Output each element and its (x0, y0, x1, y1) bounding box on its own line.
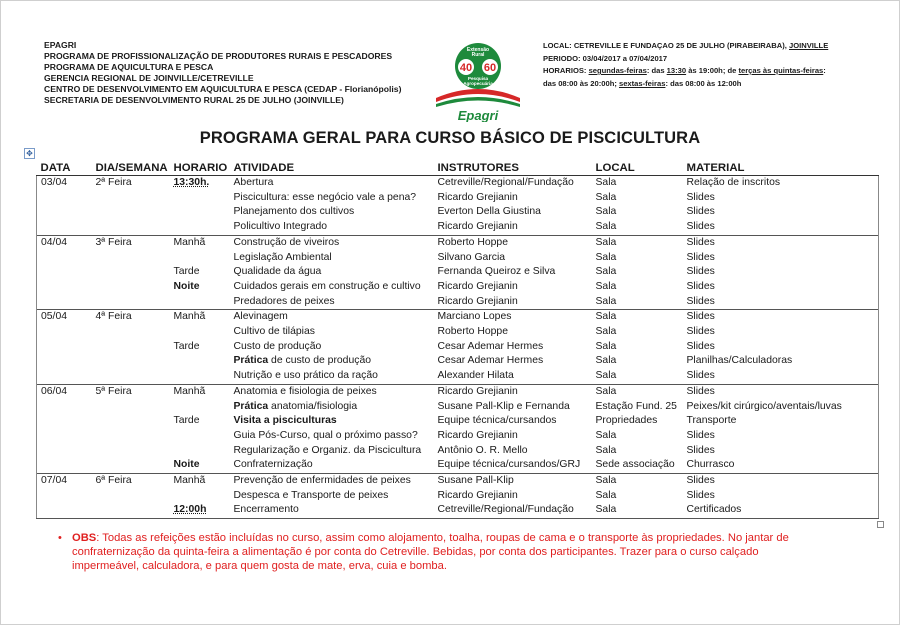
cell-material: Slides (683, 235, 879, 250)
horarios-text: terças às quintas-feiras (738, 66, 824, 75)
cell-dia-semana (92, 205, 170, 220)
cell-instrutores: Susane Pall-Klip (437, 475, 514, 487)
cell-data (37, 400, 92, 415)
cell-material: Slides (683, 474, 879, 489)
cell-material: Slides (683, 489, 879, 504)
cell-local: Sala (595, 370, 617, 382)
cell-data (37, 503, 92, 518)
cell-local: Sala (595, 355, 617, 367)
table-header (37, 160, 879, 176)
cell-dia-semana (92, 220, 170, 235)
cell-data (37, 429, 92, 444)
col-header-local: LOCAL (592, 160, 683, 176)
cell-material: Slides (683, 384, 879, 399)
table-row (37, 429, 879, 444)
table-row (37, 220, 879, 235)
cell-local: Sede associação (595, 459, 675, 471)
cell-data (37, 295, 92, 310)
cell-material: Slides (683, 369, 879, 384)
cell-atividade: Piscicultura: esse negócio vale a pena? (233, 191, 417, 203)
cell-local: Sala (595, 191, 617, 203)
cell-atividade: Custo de produção (233, 340, 322, 352)
periodo-line: PERIODO: 03/04/2017 a 07/04/2017 (543, 53, 668, 63)
cell-dia-semana (92, 503, 170, 518)
cell-atividade: Despesca e Transporte de peixes (233, 489, 389, 501)
cell-dia-semana (92, 369, 170, 384)
cell-instrutores: Cesar Ademar Hermes (437, 355, 544, 367)
cell-horario (170, 251, 230, 266)
cell-instrutores: Ricardo Grejianin (437, 191, 518, 203)
cell-local: Estação Fund. 25 (595, 400, 677, 412)
cell-local: Sala (595, 489, 617, 501)
cell-horario (170, 220, 230, 235)
cell-horario (170, 205, 230, 220)
cell-data (37, 280, 92, 295)
local-city: JOINVILLE (789, 41, 829, 50)
obs-note (58, 531, 812, 573)
logo-number: 60 (483, 62, 497, 74)
table-row (37, 251, 879, 266)
cell-atividade: Prática de custo de produção (233, 355, 371, 367)
cell-atividade: Policultivo Integrado (233, 221, 328, 233)
day-group (37, 310, 879, 385)
cell-instrutores: Alexander Hilata (437, 370, 514, 382)
table-row (37, 205, 879, 220)
cell-material: Certificados (683, 503, 879, 518)
cell-dia-semana: 3ª Feira (95, 236, 132, 248)
table-row (37, 400, 879, 415)
cell-local: Sala (595, 251, 617, 263)
table-row (37, 354, 879, 369)
cell-dia-semana (92, 295, 170, 310)
table-row (37, 235, 879, 250)
col-header-horario: HORARIO (170, 160, 230, 176)
horarios-line-1 (543, 65, 873, 78)
day-group (37, 384, 879, 473)
cell-instrutores: Silvano Garcia (437, 251, 506, 263)
cell-instrutores: Ricardo Grejianin (437, 429, 518, 441)
cell-local: Sala (592, 503, 683, 518)
cell-horario: Noite (173, 280, 200, 292)
table-row (37, 474, 879, 489)
obs-label: OBS (72, 532, 97, 544)
table-row (37, 458, 879, 473)
cell-material: Churrasco (683, 458, 879, 473)
col-header-material: MATERIAL (683, 160, 879, 176)
cell-horario: Manhã (173, 311, 206, 323)
cell-data (37, 369, 92, 384)
cell-instrutores: Everton Della Giustina (437, 206, 541, 218)
logo-brand: Epagri (457, 108, 499, 122)
cell-atividade: Prevenção de enfermidades de peixes (233, 475, 411, 487)
cell-data: 04/04 (37, 235, 92, 250)
cell-horario: 12:00h (170, 503, 230, 518)
cell-local: Sala (595, 326, 617, 338)
cell-instrutores: Equipe técnica/cursandos/GRJ (437, 459, 581, 471)
cell-data (37, 251, 92, 266)
cell-local: Sala (595, 385, 617, 397)
schedule-table (36, 160, 879, 519)
cell-local: Sala (595, 295, 617, 307)
day-group (37, 176, 879, 236)
cell-instrutores: Fernanda Queiroz e Silva (437, 266, 556, 278)
table-row (37, 310, 879, 325)
cell-material: Slides (683, 295, 879, 310)
cell-atividade: Predadores de peixes (233, 295, 335, 307)
cell-instrutores: Ricardo Grejianin (437, 295, 518, 307)
cell-dia-semana (92, 191, 170, 206)
cell-data (37, 265, 92, 280)
table-row (37, 369, 879, 384)
cell-horario (170, 400, 230, 415)
table-row (37, 325, 879, 340)
cell-data (37, 325, 92, 340)
local-line (543, 40, 873, 53)
cell-local: Sala (595, 429, 617, 441)
cell-horario (170, 295, 230, 310)
table-row (37, 384, 879, 399)
cell-data: 03/04 (37, 176, 92, 191)
day-group (37, 474, 879, 519)
cell-material: Slides (683, 191, 879, 206)
col-header-data: DATA (37, 160, 92, 176)
cell-material: Slides (683, 205, 879, 220)
document-title: PROGRAMA GERAL PARA CURSO BÁSICO DE PISCICULTURA (199, 129, 701, 147)
cell-dia-semana (92, 325, 170, 340)
cell-dia-semana (92, 340, 170, 355)
cell-data: 05/04 (37, 310, 92, 325)
cell-horario (170, 191, 230, 206)
cell-atividade: Alevinagem (233, 311, 288, 323)
cell-atividade (230, 414, 434, 429)
table-resize-handle-icon[interactable] (877, 521, 884, 528)
cell-local: Sala (595, 280, 617, 292)
horarios-text: sextas-feiras (618, 78, 666, 88)
cell-dia-semana (92, 354, 170, 369)
cell-atividade: Planejamento dos cultivos (233, 206, 355, 218)
obs-text: : Todas as refeições estão incluídas no curso, assim como alojamento, toalha, roupas de cama e o transporte às propriedades. No jantar de confraternização da quinta-feira a alimentação é por conta do Cetreville. Bebidas, por conta dos participantes. Trazer para o curso calçado impermeável, calculadora, e para quem gosta de mate, erva, cuia e bomba. (72, 532, 789, 572)
cell-dia-semana (92, 444, 170, 459)
header-event-info (543, 40, 873, 90)
cell-dia-semana (92, 400, 170, 415)
cell-atividade: Legislação Ambiental (233, 251, 332, 263)
cell-instrutores: Ricardo Grejianin (437, 489, 518, 501)
cell-instrutores: Equipe técnica/cursandos (437, 415, 557, 427)
table-row (37, 176, 879, 191)
header-line: SECRETARIA DE DESENVOLVIMENTO RURAL 25 DE JULHO (JOINVILLE) (44, 95, 344, 105)
cell-horario (170, 489, 230, 504)
cell-local: Sala (595, 340, 617, 352)
cell-material: Slides (683, 251, 879, 266)
header-line: CENTRO DE DESENVOLVIMENTO EM AQUICULTURA E PESCA (CEDAP - Florianópolis) (44, 84, 402, 94)
cell-horario: Manhã (173, 475, 206, 487)
cell-material: Transporte (683, 414, 879, 429)
header-line: PROGRAMA DE AQUICULTURA E PESCA (44, 62, 214, 72)
horarios-text: : das (646, 66, 667, 75)
logo-stripe (436, 97, 520, 107)
cell-horario (170, 429, 230, 444)
cell-atividade: Nutrição e uso prático da ração (233, 370, 378, 382)
cell-dia-semana (92, 458, 170, 473)
horarios-text: : das 08:00 às 12:00h (665, 78, 742, 88)
cell-horario: Manhã (173, 385, 206, 397)
cell-instrutores: Ricardo Grejianin (437, 385, 518, 397)
cell-local: Sala (595, 311, 617, 323)
cell-atividade: Regularização e Organiz. da Piscicultura (233, 444, 422, 456)
cell-dia-semana: 2ª Feira (95, 177, 132, 188)
horarios-text: : (823, 66, 826, 75)
cell-local: Sala (595, 221, 617, 233)
cell-material: Slides (683, 220, 879, 235)
logo-text: Pesquisa (467, 76, 489, 81)
cell-data (37, 205, 92, 220)
cell-local: Sala (595, 475, 617, 487)
cell-material: Slides (683, 280, 879, 295)
cell-atividade: Cuidados gerais em construção e cultivo (233, 280, 421, 292)
cell-instrutores: Ricardo Grejianin (437, 221, 518, 233)
cell-local: Sala (595, 266, 617, 278)
col-header-atividade: ATIVIDADE (230, 160, 434, 176)
horarios-text: HORARIOS: (543, 66, 589, 75)
cell-local: Sala (595, 444, 617, 456)
cell-material: Peixes/kit cirúrgico/aventais/luvas (683, 400, 879, 415)
header-row (37, 160, 879, 176)
table-row (37, 280, 879, 295)
cell-material: Slides (683, 340, 879, 355)
cell-dia-semana (92, 414, 170, 429)
table-row (37, 295, 879, 310)
table-move-handle-icon[interactable]: ✥ (24, 148, 35, 159)
cell-atividade: Guia Pós-Curso, qual o próximo passo? (233, 429, 418, 441)
cell-instrutores: Marciano Lopes (437, 311, 512, 323)
cell-data (37, 191, 92, 206)
cell-atividade: Cultivo de tilápias (233, 326, 315, 338)
horarios-line-2 (543, 78, 873, 91)
cell-local: Propriedades (595, 415, 658, 427)
cell-local: Sala (595, 236, 617, 248)
cell-dia-semana (92, 251, 170, 266)
cell-dia-semana: 4ª Feira (95, 311, 132, 323)
cell-instrutores: Roberto Hoppe (437, 236, 508, 248)
bold-prefix: Visita a pisciculturas (233, 415, 337, 427)
cell-material: Slides (683, 265, 879, 280)
header-line: PROGRAMA DE PROFISSIONALIZAÇÃO DE PRODUTORES RURAIS E PESCADORES (44, 51, 393, 61)
table-row (37, 503, 879, 518)
cell-instrutores: Ricardo Grejianin (437, 280, 518, 292)
cell-atividade: Confraternização (233, 459, 313, 471)
cell-horario (170, 354, 230, 369)
cell-horario (170, 444, 230, 459)
cell-data (37, 220, 92, 235)
horarios-text: às 19:00h; de (686, 66, 739, 75)
cell-atividade: Encerramento (230, 503, 434, 518)
cell-horario: Manhã (173, 236, 206, 248)
cell-material: Slides (683, 429, 879, 444)
cell-dia-semana: 6ª Feira (95, 475, 132, 487)
day-group (37, 235, 879, 310)
cell-instrutores: Susane Pall-Klip e Fernanda (437, 400, 570, 412)
cell-data (37, 414, 92, 429)
logo-text: Extensão (466, 47, 490, 53)
cell-data (37, 458, 92, 473)
header-institutions (44, 40, 424, 106)
col-header-dia-semana: DIA/SEMANA (92, 160, 170, 176)
horarios-text: 13:30 (666, 66, 687, 75)
cell-instrutores: Antônio O. R. Mello (437, 444, 528, 456)
cell-dia-semana (92, 265, 170, 280)
cell-instrutores: Cesar Ademar Hermes (437, 340, 544, 352)
col-header-instrutores: INSTRUTORES (434, 160, 592, 176)
table-row (37, 340, 879, 355)
cell-data (37, 354, 92, 369)
cell-atividade: Abertura (233, 177, 274, 188)
cell-atividade: Prática anatomia/fisiologia (233, 400, 358, 412)
cell-atividade: Anatomia e fisiologia de peixes (233, 385, 377, 397)
cell-dia-semana (92, 280, 170, 295)
cell-material: Slides (683, 310, 879, 325)
table-row (37, 265, 879, 280)
table-row (37, 489, 879, 504)
cell-material: Relação de inscritos (683, 176, 879, 191)
bold-prefix: Prática (233, 355, 269, 367)
table-row (37, 414, 879, 429)
header-line: GERENCIA REGIONAL DE JOINVILLE/CETREVILLE (44, 73, 254, 83)
cell-data (37, 489, 92, 504)
cell-data (37, 340, 92, 355)
cell-material: Slides (683, 444, 879, 459)
cell-dia-semana (92, 489, 170, 504)
logo-number: 40 (459, 62, 473, 74)
cell-horario: 13:30h. (173, 177, 210, 188)
cell-horario: Tarde (173, 266, 200, 278)
cell-atividade: Construção de viveiros (233, 236, 340, 248)
cell-material: Planilhas/Calculadoras (683, 354, 879, 369)
local-value: CETREVILLE E FUNDAÇAO 25 DE JULHO (PIRABEIRABA), (573, 41, 787, 50)
cell-instrutores: Roberto Hoppe (437, 326, 508, 338)
cell-data: 06/04 (37, 384, 92, 399)
bullet-icon: • (58, 532, 62, 544)
cell-instrutores: Cetreville/Regional/Fundação (434, 503, 592, 518)
cell-dia-semana (92, 429, 170, 444)
cell-atividade: Qualidade da água (233, 266, 322, 278)
cell-horario (170, 325, 230, 340)
horarios-text: segundas-feiras (588, 66, 647, 75)
cell-horario: Tarde (173, 415, 200, 427)
cell-material: Slides (683, 325, 879, 340)
horarios-text: das 08:00 às 20:00h; (543, 78, 619, 88)
cell-data (37, 444, 92, 459)
cell-data: 07/04 (37, 474, 92, 489)
logo-text: Rural (471, 52, 485, 58)
logo-text: Agropecuária (463, 81, 493, 86)
table-row (37, 191, 879, 206)
table-row (37, 444, 879, 459)
cell-dia-semana: 5ª Feira (95, 385, 132, 397)
cell-horario: Noite (173, 459, 200, 471)
cell-local: Sala (595, 177, 617, 188)
cell-horario: Tarde (173, 340, 200, 352)
local-label: LOCAL: (543, 41, 572, 50)
cell-horario (170, 369, 230, 384)
epagri-logo (432, 40, 524, 122)
bold-prefix: Prática (233, 400, 269, 412)
cell-instrutores: Cetreville/Regional/Fundação (437, 177, 574, 188)
header-line: EPAGRI (44, 40, 77, 50)
cell-local: Sala (595, 206, 617, 218)
